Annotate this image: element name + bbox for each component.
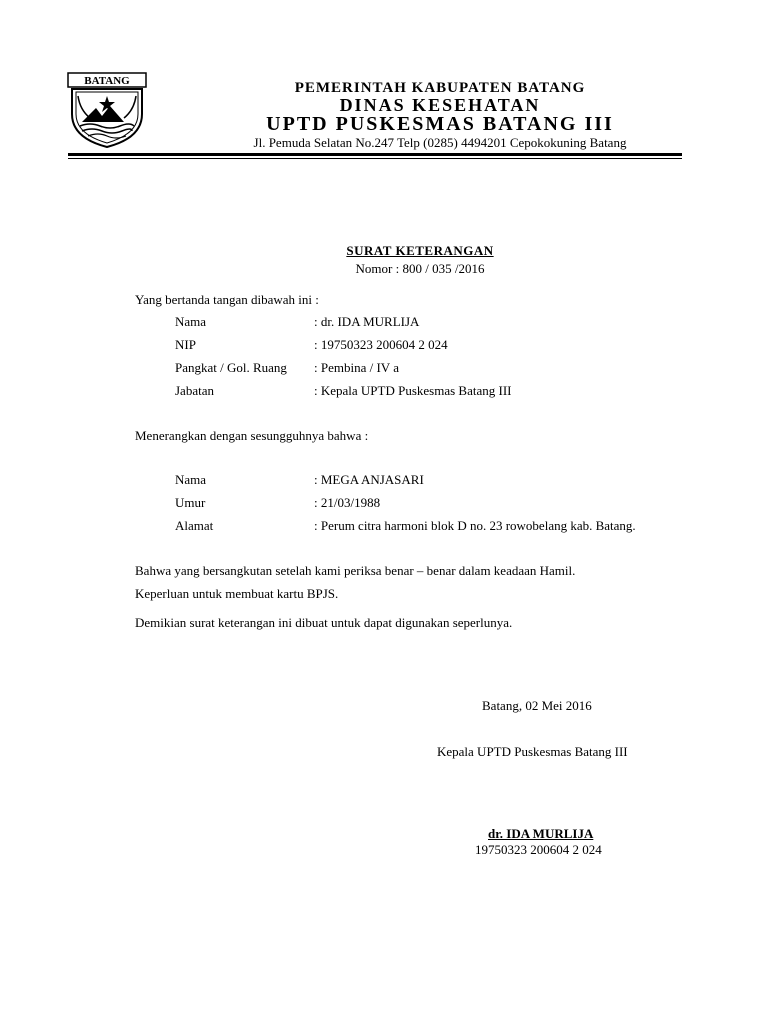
letter-number: Nomor : 800 / 035 /2016 <box>355 261 485 276</box>
letterhead-government: PEMERINTAH KABUPATEN BATANG <box>294 80 586 96</box>
signer-rank-value: : Pembina / IV a <box>314 360 399 375</box>
body-paragraph-1: Bahwa yang bersangkutan setelah kami periksa benar – benar dalam keadaan Hamil. <box>135 563 576 578</box>
statement-text: Menerangkan dengan sesungguhnya bahwa : <box>135 428 369 443</box>
intro-text: Yang bertanda tangan dibawah ini : <box>135 292 319 307</box>
signer-position-value: : Kepala UPTD Puskesmas Batang III <box>314 383 512 398</box>
place-date: Batang, 02 Mei 2016 <box>482 698 592 713</box>
signer-name-label: Nama <box>175 314 207 329</box>
letterhead-divider-thick <box>68 153 682 156</box>
signatory-position: Kepala UPTD Puskesmas Batang III <box>437 744 628 759</box>
subject-age-value: : 21/03/1988 <box>314 495 381 510</box>
body-paragraph-2: Keperluan untuk membuat kartu BPJS. <box>135 586 339 601</box>
body-paragraph-3: Demikian surat keterangan ini dibuat untuk dapat digunakan seperlunya. <box>135 615 513 630</box>
signer-nip-label: NIP <box>175 337 196 352</box>
batang-regency-emblem <box>66 72 148 148</box>
letterhead-department: DINAS KESEHATAN <box>339 95 541 115</box>
subject-name-label: Nama <box>175 472 207 487</box>
letter-title: SURAT KETERANGAN <box>346 243 494 258</box>
subject-address-value: : Perum citra harmoni blok D no. 23 rowobelang kab. Batang. <box>314 518 636 533</box>
letterhead-institution: UPTD PUSKESMAS BATANG III <box>266 113 614 135</box>
signatory-name: dr. IDA MURLIJA <box>488 826 594 841</box>
signer-nip-value: : 19750323 200604 2 024 <box>314 337 448 352</box>
signer-position-label: Jabatan <box>175 383 214 398</box>
signer-name-value: : dr. IDA MURLIJA <box>314 314 420 329</box>
subject-address-label: Alamat <box>175 518 214 533</box>
letterhead-address: Jl. Pemuda Selatan No.247 Telp (0285) 4494201 Cepokokuning Batang <box>253 135 627 150</box>
subject-age-label: Umur <box>175 495 206 510</box>
subject-name-value: : MEGA ANJASARI <box>314 472 424 487</box>
signer-rank-label: Pangkat / Gol. Ruang <box>175 360 287 375</box>
emblem-lettering: BATANG <box>84 75 130 87</box>
letterhead-divider-thin <box>68 158 682 159</box>
signatory-nip: 19750323 200604 2 024 <box>475 842 602 857</box>
